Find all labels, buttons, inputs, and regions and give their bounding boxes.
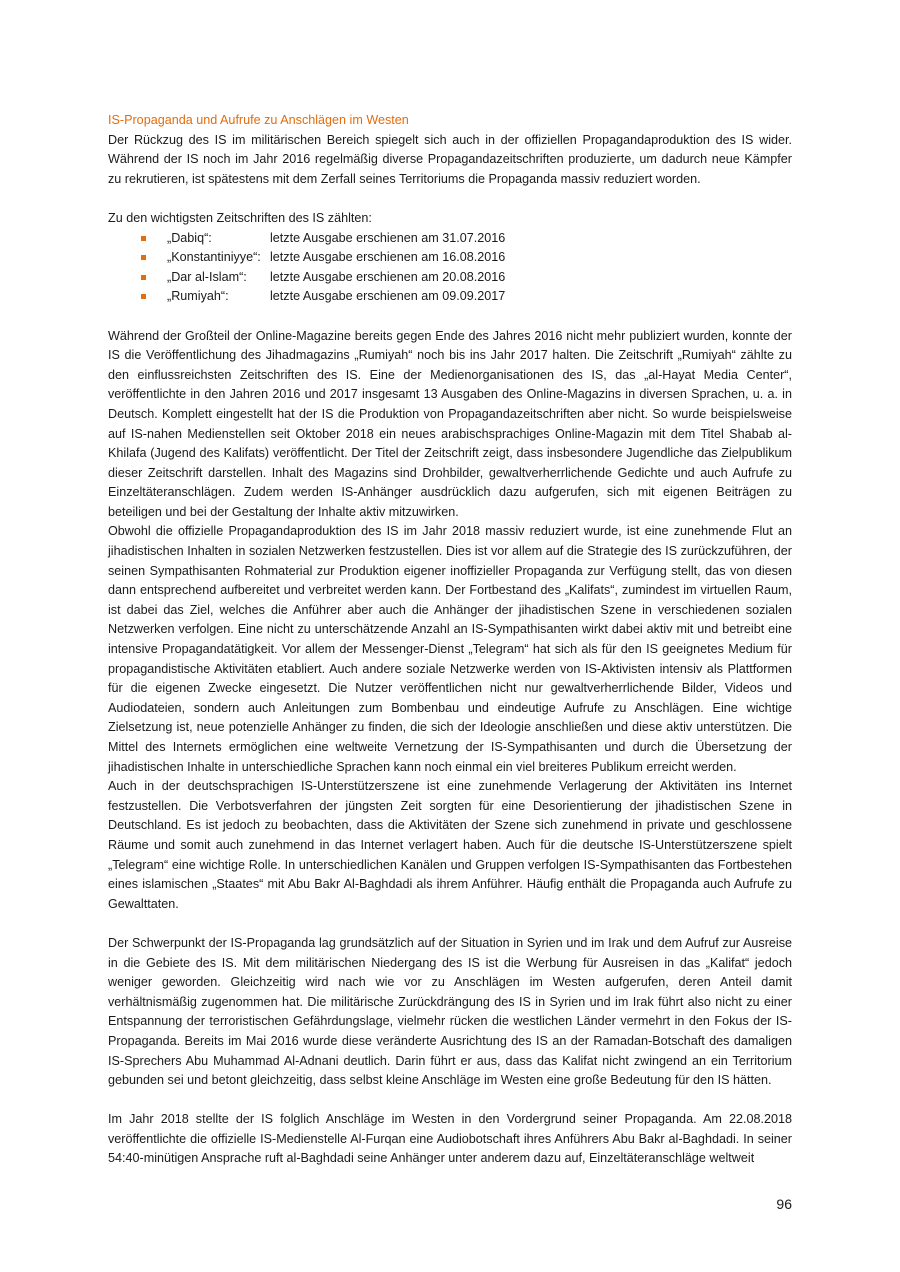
magazine-name: „Rumiyah“: <box>167 289 229 304</box>
magazine-name: „Dar al-Islam“: <box>167 269 247 284</box>
spacer <box>108 914 792 934</box>
list-item <box>108 287 792 307</box>
intro-paragraph: Der Rückzug des IS im militärischen Bereich spiegelt sich auch in der offiziellen Propagandaproduktion des IS wider. Während der IS noch im Jahr 2016 regelmäßig diverse Propagandazeitschriften produzierte, um dadurch neue Kämpfer zu rekrutieren, ist spätestens mit dem Zerfall seines Territoriums die Propaganda massiv reduziert worden. <box>108 132 792 186</box>
list-item <box>108 268 792 288</box>
body-paragraph: Obwohl die offizielle Propagandaproduktion des IS im Jahr 2018 massiv reduziert wurde, ist eine zunehmende Flut an jihadistischen Inhalten in sozialen Netzwerken festzustellen. Dies ist vor allem auf die Strategie des IS zurückzuführen, der seinen Sympathisanten Rohmaterial zur Produktion eigener inoffizieller Propaganda zur Verfügung stellt, das von diesen dann entsprechend aufbereitet und verbreitet werden kann. Der Fortbestand des „Kalifats“, zumindest im virtuellen Raum, ist dabei das Ziel, welches die Anführer aber auch die Anhänger der jihadistischen Szene in verschiedenen sozialen Netzwerken verfolgen. Eine nicht zu unterschätzende Anzahl an IS-Sympathisanten wirkt dabei aktiv mit und betreibt eine intensive Propagandatätigkeit. Vor allem der Messenger-Dienst „Telegram“ hat sich als für den IS geeignetes Medium für propagandistische Aktivitäten etabliert. Auch andere soziale Netzwerke werden von IS-Aktivisten intensiv als Plattformen für die eigenen Zwecke eingesetzt. Die Nutzer veröffentlichen nicht nur gewaltverherrlichende Bilder, Videos und Audiodateien, sondern auch Anleitungen zum Bombenbau und eindeutige Aufrufe zu Anschlägen. Eine wichtige Zielsetzung ist, neue potenzielle Anhänger zu finden, die sich der Ideologie anschließen und diese aktiv unterstützen. Die Mittel des Internets ermöglichen eine weltweite Vernetzung der IS-Sympathisanten und durch die Übersetzung der jihadistischen Inhalte in unterschiedliche Sprachen kann noch einmal ein viel breiteres Publikum erreicht werden. <box>108 524 792 774</box>
magazine-name: „Konstantiniyye“: <box>167 250 261 265</box>
magazine-detail: letzte Ausgabe erschienen am 20.08.2016 <box>270 269 506 284</box>
body-paragraph: Im Jahr 2018 stellte der IS folglich Anschläge im Westen in den Vordergrund seiner Propaganda. Am 22.08.2018 veröffentlichte die offizielle IS-Medienstelle Al-Furqan eine Audiobotschaft ihres Anführers Abu Bakr al-Baghdadi. In seiner 54:40-minütigen Ansprache ruft al-Baghdadi seine Anhänger unter anderem dazu auf, Einzeltäteranschläge weltweit <box>108 1112 792 1166</box>
magazine-detail: letzte Ausgabe erschienen am 31.07.2016 <box>270 230 506 245</box>
bullet-icon <box>141 275 146 280</box>
page-number: 96 <box>776 1196 792 1212</box>
spacer <box>108 189 792 209</box>
bullet-icon <box>141 255 146 260</box>
list-item <box>108 248 792 268</box>
body-paragraph: Der Schwerpunkt der IS-Propaganda lag grundsätzlich auf der Situation in Syrien und im Irak und dem Aufruf zur Ausreise in die Gebiete des IS. Mit dem militärischen Niedergang des IS ist die Werbung für Ausreisen in das „Kalifat“ jedoch weniger geworden. Gleichzeitig wird nach wie vor zu Anschlägen im Westen aufgerufen, deren Anteil damit verhältnismäßig zugenommen hat. Die militärische Zurückdrängung des IS in Syrien und im Irak führt also nicht zu einer Entspannung der terroristischen Gefährdungslage, vielmehr rücken die westlichen Länder vermehrt in den Fokus der IS-Propaganda. Bereits im Mai 2016 wurde diese veränderte Ausrichtung des IS an der Ramadan-Botschaft des damaligen IS-Sprechers Abu Muhammad Al-Adnani deutlich. Darin führt er aus, dass das Kalifat nicht zwingend an ein Territorium gebunden sei und betont gleichzeitig, dass selbst kleine Anschläge im Westen eine große Bedeutung für den IS hätten. <box>108 935 792 1088</box>
magazine-detail: letzte Ausgabe erschienen am 09.09.2017 <box>270 289 506 304</box>
section-heading: IS-Propaganda und Aufrufe zu Anschlägen im Westen <box>108 113 409 127</box>
bullet-icon <box>141 294 146 299</box>
list-item <box>108 229 792 249</box>
list-intro: Zu den wichtigsten Zeitschriften des IS zählten: <box>108 210 372 225</box>
spacer <box>108 1091 792 1111</box>
spacer <box>108 307 792 327</box>
magazine-detail: letzte Ausgabe erschienen am 16.08.2016 <box>270 250 506 265</box>
magazine-name: „Dabiq“: <box>167 230 212 245</box>
magazine-list <box>108 229 792 307</box>
bullet-icon <box>141 236 146 241</box>
document-page <box>108 111 792 1169</box>
body-paragraph: Auch in der deutschsprachigen IS-Unterstützerszene ist eine zunehmende Verlagerung der Aktivitäten ins Internet festzustellen. Die Verbotsverfahren der jüngsten Zeit sorgten für eine Desorientierung der jihadistischen Szene in Deutschland. Es ist jedoch zu beobachten, dass die Aktivitäten der Szene sich zunehmend in private und geschlossene Räume und somit auch zunehmend in das Internet verlagert haben. Auch für die deutsche IS-Unterstützerszene spielt „Telegram“ eine wichtige Rolle. In unterschiedlichen Kanälen und Gruppen verfolgen IS-Sympathisanten das Fortbestehen eines islamischen „Staates“ mit Abu Bakr Al-Baghdadi als ihrem Anführer. Häufig enthält die Propaganda auch Aufrufe zu Gewalttaten. <box>108 779 792 911</box>
body-paragraph: Während der Großteil der Online-Magazine bereits gegen Ende des Jahres 2016 nicht mehr publiziert wurden, konnte der IS die Veröffentlichung des Jihadmagazins „Rumiyah“ noch bis ins Jahr 2017 halten. Die Zeitschrift „Rumiyah“ zählte zu den einflussreichsten Zeitschriften des IS. Eine der Medienorganisationen des IS, das „al-Hayat Media Center“, veröffentlichte in den Jahren 2016 und 2017 insgesamt 13 Ausgaben des Online-Magazins in diversen Sprachen, u. a. in Deutsch. Komplett eingestellt hat der IS die Produktion von Propagandazeitschriften aber nicht. So wurde beispielsweise auf IS-nahen Medienstellen seit Oktober 2018 ein neues arabischsprachiges Online-Magazin mit dem Titel Shabab al-Khilafa (Jugend des Kalifats) veröffentlicht. Der Titel der Zeitschrift zeigt, dass insbesondere Jugendliche das Zielpublikum dieser Zeitschrift darstellen. Inhalt des Magazins sind Drohbilder, gewaltverherrlichende Gedichte und auch Aufrufe zu Einzeltäteranschlägen. Zudem werden IS-Anhänger ausdrücklich dazu aufgerufen, sich mit eigenen Beiträgen zu beteiligen und bei der Gestaltung der Inhalte aktiv mitzuwirken. <box>108 328 792 519</box>
